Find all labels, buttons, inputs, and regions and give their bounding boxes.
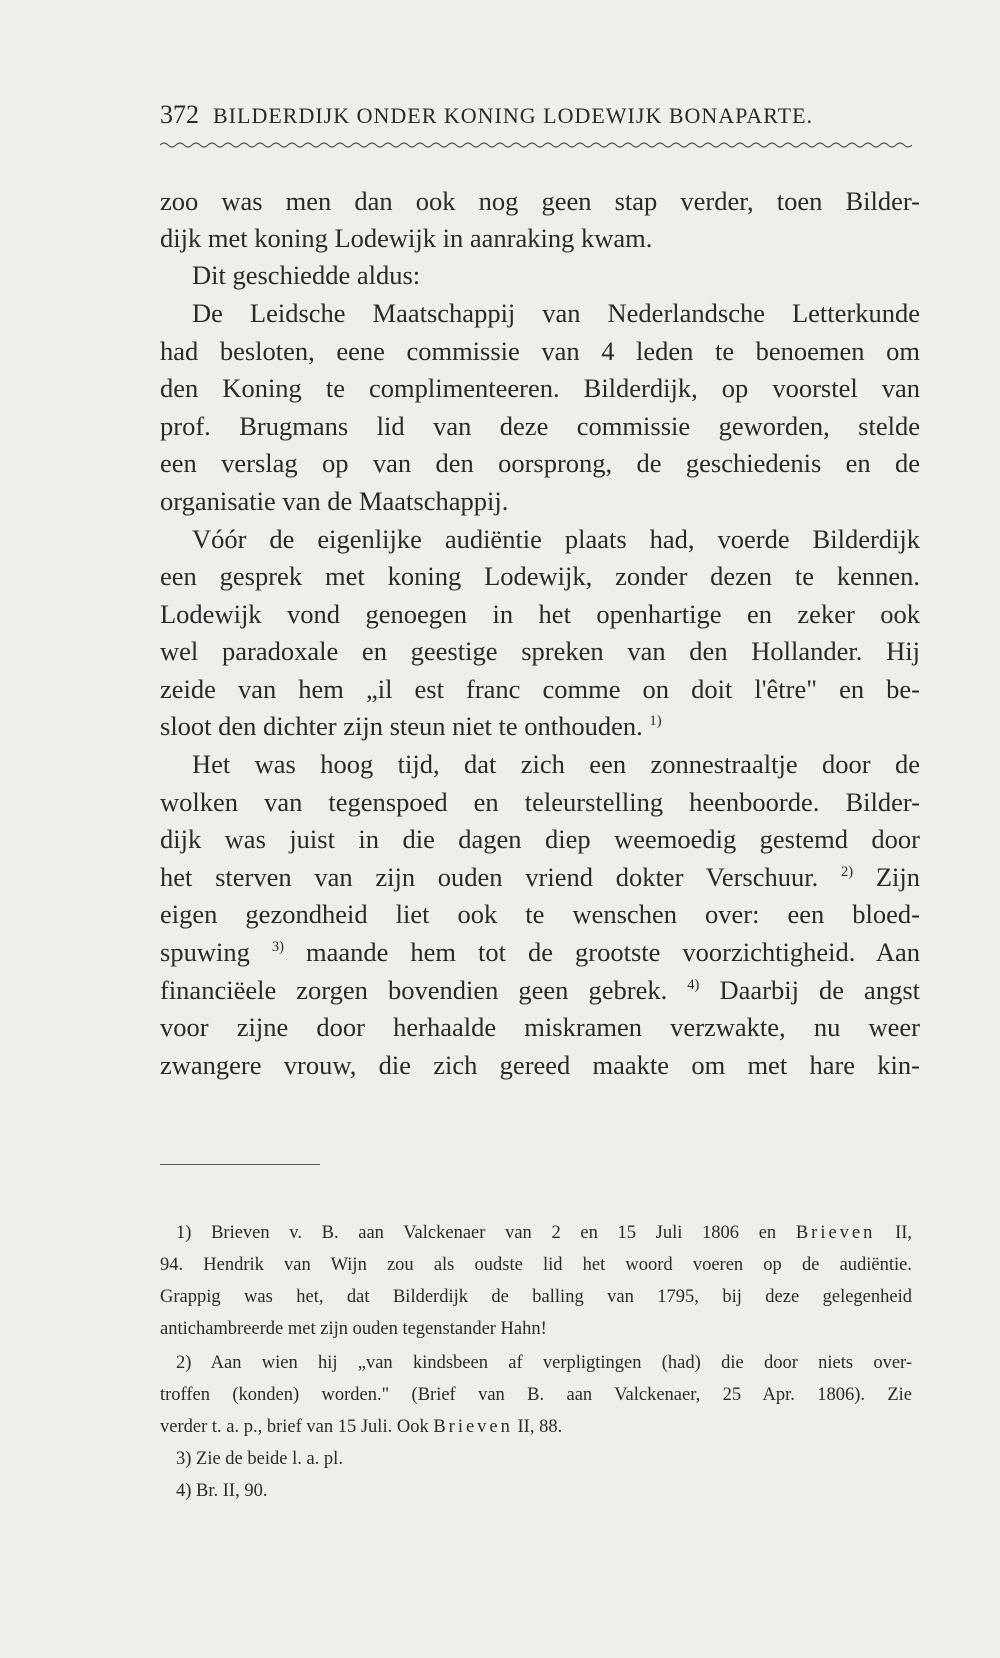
text-line: Lodewijk vond genoegen in het openhartige en zeker ook	[160, 599, 920, 629]
text-line: wel paradoxale en geestige spreken van den Hollander. Hij	[160, 636, 920, 666]
footnote-line: 4) Br. II, 90.	[176, 1481, 268, 1501]
footnote-line: 94. Hendrik van Wijn zou als oudste lid het woord voeren op de audiëntie.	[160, 1255, 912, 1275]
text-line: Dit geschiedde aldus:	[192, 260, 421, 290]
footnote-line: Grappig was het, dat Bilderdijk de balling van 1795, bij deze gelegenheid	[160, 1287, 912, 1307]
text-line: sloot den dichter zijn steun niet te onthouden. $^{1)}$	[160, 711, 662, 741]
footnote-line: 3) Zie de beide l. a. pl.	[176, 1449, 343, 1469]
text-line: financiëele zorgen bovendien geen gebrek. $^{4)}$ Daarbij de angst	[160, 975, 920, 1005]
footnote-ref: 2)	[840, 863, 854, 880]
text-line: De Leidsche Maatschappij van Nederlandsche Letterkunde	[192, 298, 920, 328]
text-line: zoo was men dan ook nog geen stap verder, toen Bilder-	[160, 186, 920, 216]
text-line: had besloten, eene commissie van 4 leden te benoemen om	[160, 336, 920, 366]
text-line: Vóór de eigenlijke audiëntie plaats had, voerde Bilderdijk	[192, 524, 920, 554]
text-line: dijk was juist in die dagen diep weemoedig gestemd door	[160, 824, 920, 854]
text-line: een gesprek met koning Lodewijk, zonder dezen te kennen.	[160, 561, 920, 591]
text-line: wolken van tegenspoed en teleurstelling heenboorde. Bilder-	[160, 787, 920, 817]
text-line: een verslag op van den oorsprong, de geschiedenis en de	[160, 448, 920, 478]
footnote-line: verder t. a. p., brief van 15 Juli. Ook Brieven II, 88.	[160, 1417, 563, 1437]
text-line: organisatie van de Maatschappij.	[160, 486, 509, 516]
text-line: dijk met koning Lodewijk in aanraking kwam.	[160, 223, 653, 253]
footnote-ref: 3)	[271, 938, 284, 955]
footnote-line: antichambreerde met zijn ouden tegenstander Hahn!	[160, 1319, 547, 1339]
wavy-header-rule	[160, 140, 912, 150]
page-number: 372	[160, 100, 199, 129]
text-line: voor zijne door herhaalde miskramen verzwakte, nu weer	[160, 1012, 920, 1042]
running-title: BILDERDIJK ONDER KONING LODEWIJK BONAPARTE.	[213, 103, 814, 128]
footnote-line: troffen (konden) worden." (Brief van B. aan Valckenaer, 25 Apr. 1806). Zie	[160, 1385, 912, 1405]
footnote-line: 2) Aan wien hij „van kindsbeen af verpligtingen (had) die door niets over-	[176, 1353, 912, 1373]
footnote-line: 1) Brieven v. B. aan Valckenaer van 2 en 15 Juli 1806 en Brieven II,	[176, 1223, 913, 1243]
footnote-ref: 4)	[687, 976, 700, 993]
text-line: zeide van hem „il est franc comme on doit l'être" en be-	[160, 674, 920, 704]
text-line: het sterven van zijn ouden vriend dokter Verschuur. $^{2)}$ Zijn	[160, 862, 921, 892]
footnote-divider	[160, 1164, 320, 1165]
running-header	[160, 100, 920, 130]
text-line: prof. Brugmans lid van deze commissie geworden, stelde	[160, 411, 920, 441]
text-line: den Koning te complimenteeren. Bilderdijk, op voorstel van	[160, 373, 920, 403]
footnote-ref: 1)	[649, 712, 662, 729]
text-line: eigen gezondheid liet ook te wenschen over: een bloed-	[160, 899, 920, 929]
text-line: Het was hoog tijd, dat zich een zonnestraaltje door de	[192, 749, 920, 779]
text-line: zwangere vrouw, die zich gereed maakte om met hare kin-	[160, 1050, 920, 1080]
text-line: spuwing $^{3)}$ maande hem tot de grootste voorzichtigheid. Aan	[160, 937, 921, 967]
